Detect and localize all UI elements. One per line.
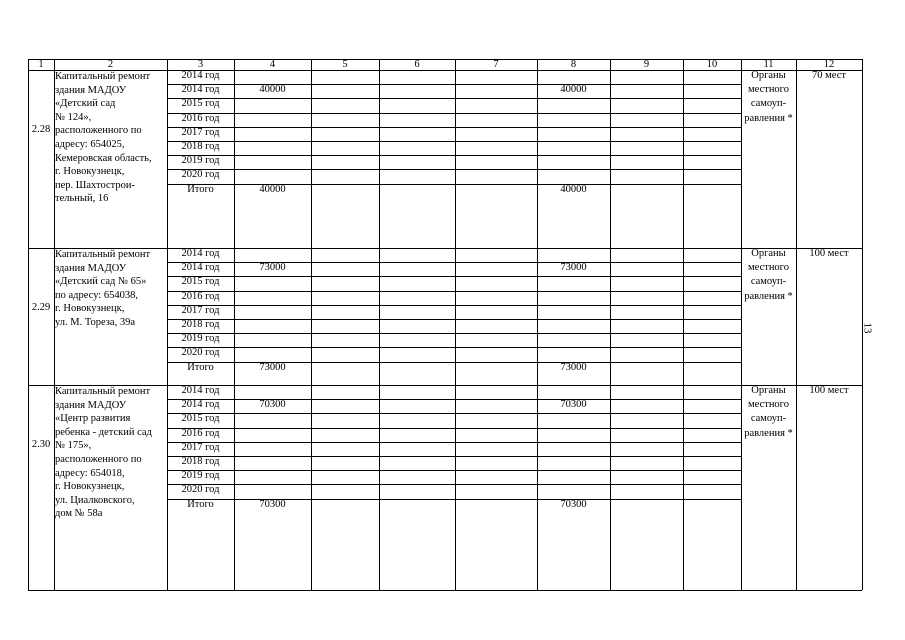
total-col8: 73000 [560, 361, 587, 373]
row-number: 2.28 [31, 123, 51, 135]
row-divider [167, 98, 741, 99]
object-description-line: № 175», [55, 440, 92, 452]
row-number: 2.29 [31, 301, 51, 313]
row-number: 2.30 [31, 438, 51, 450]
object-description-line: тельный, 16 [55, 193, 109, 205]
column-header: 3 [197, 59, 204, 70]
object-description-line: г. Новокузнецк, [55, 166, 125, 178]
column-header: 8 [570, 59, 577, 70]
year-label: 2014 год [181, 399, 220, 411]
total-label: Итого [187, 183, 214, 195]
responsible-org-line: самоуп- [750, 276, 787, 288]
object-description-line: «Центр развития [55, 413, 131, 425]
object-description-line: «Детский сад [55, 98, 116, 110]
object-description-line: г. Новокузнецк, [55, 481, 125, 493]
column-header: 5 [342, 59, 348, 70]
column-divider [683, 59, 684, 590]
year-label: 2019 год [181, 470, 220, 482]
column-divider [796, 59, 797, 590]
object-description-line: здания МАДОУ [55, 262, 127, 274]
object-description-line: дом № 58а [55, 508, 103, 520]
year-label: 2019 год [181, 155, 220, 167]
column-header: 12 [823, 59, 835, 70]
year-label: 2014 год [181, 84, 220, 96]
value-col8: 40000 [560, 84, 587, 96]
row-divider [167, 319, 741, 320]
responsible-org-line: местного [748, 84, 789, 96]
responsible-org-line: равления * [744, 112, 793, 124]
total-col8: 40000 [560, 183, 587, 195]
year-label: 2016 год [181, 112, 220, 124]
object-description-line: ул. М. Тореза, 39а [55, 317, 135, 328]
year-label: 2014 год [181, 70, 220, 81]
capacity-value: 100 мест [809, 385, 849, 396]
value-col4: 40000 [259, 84, 286, 96]
responsible-org-line: Органы [751, 70, 786, 81]
responsible-org-line: Органы [751, 385, 786, 396]
row-divider [167, 141, 741, 142]
year-label: 2017 год [181, 441, 220, 453]
year-label: 2018 год [181, 456, 220, 467]
row-divider [167, 442, 741, 443]
row-divider [167, 305, 741, 306]
object-description-line: Кемеровская область, [55, 152, 152, 164]
column-header: 11 [763, 59, 774, 70]
object-description-line: по адресу: 654038, [55, 289, 138, 301]
year-label: 2015 год [181, 98, 220, 110]
year-label: 2015 год [181, 276, 220, 288]
object-description-line: № 124», [55, 111, 92, 123]
year-label: 2014 год [181, 262, 220, 274]
responsible-org-line: Органы [751, 248, 786, 259]
value-col4: 73000 [259, 262, 286, 274]
object-description-line: адресу: 654018, [55, 467, 125, 479]
object-description-line: Капитальный ремонт [55, 386, 151, 397]
total-col4: 70300 [259, 498, 286, 510]
row-divider [167, 413, 741, 414]
column-divider [28, 59, 29, 590]
row-divider [167, 291, 741, 292]
value-col8: 70300 [560, 399, 587, 411]
column-header: 4 [269, 59, 276, 70]
total-col8: 70300 [560, 498, 587, 510]
row-divider [167, 113, 741, 114]
column-header: 10 [706, 59, 718, 70]
responsible-org-line: самоуп- [750, 98, 787, 110]
budget-table [28, 59, 862, 590]
column-divider [610, 59, 611, 590]
capacity-value: 100 мест [809, 248, 849, 259]
value-col8: 73000 [560, 262, 587, 274]
year-label: 2020 год [181, 169, 220, 181]
responsible-org-line: самоуп- [750, 413, 787, 425]
responsible-org-line: местного [748, 399, 789, 411]
responsible-org-line: равления * [744, 427, 793, 439]
object-description-line: ребенка - детский сад [55, 426, 152, 438]
year-label: 2016 год [181, 290, 220, 302]
column-divider [741, 59, 742, 590]
responsible-org-line: местного [748, 262, 789, 274]
total-col4: 73000 [259, 361, 286, 373]
total-label: Итого [187, 361, 214, 373]
column-divider [455, 59, 456, 590]
object-description-line: «Детский сад № 65» [55, 276, 147, 288]
row-divider [167, 484, 741, 485]
year-label: 2020 год [181, 484, 220, 496]
row-divider [167, 333, 741, 334]
year-label: 2019 год [181, 333, 220, 345]
capacity-value: 70 мест [812, 70, 846, 81]
total-label: Итого [187, 498, 214, 510]
object-description-line: г. Новокузнецк, [55, 303, 125, 315]
object-description-line: расположенного по [55, 454, 142, 465]
row-divider [167, 169, 741, 170]
row-divider [167, 127, 741, 128]
year-label: 2014 год [181, 248, 220, 259]
year-label: 2017 год [181, 304, 220, 316]
row-divider [167, 276, 741, 277]
year-label: 2018 год [181, 319, 220, 330]
year-label: 2020 год [181, 347, 220, 359]
responsible-org-line: равления * [744, 290, 793, 302]
year-label: 2017 год [181, 126, 220, 138]
value-col4: 70300 [259, 399, 286, 411]
column-header: 9 [643, 59, 650, 70]
object-description-line: здания МАДОУ [55, 84, 127, 96]
year-label: 2015 год [181, 413, 220, 425]
object-description-line: ул. Циалковского, [55, 494, 135, 506]
total-col4: 40000 [259, 183, 286, 195]
row-divider [167, 347, 741, 348]
row-divider [167, 456, 741, 457]
column-header: 6 [414, 59, 420, 70]
object-description-line: здания МАДОУ [55, 399, 127, 411]
object-description-line: адресу: 654025, [55, 139, 125, 150]
page-number: 13 [861, 322, 874, 334]
object-description-line: расположенного по [55, 125, 142, 137]
column-divider [311, 59, 312, 590]
year-label: 2018 год [181, 141, 220, 152]
object-description-line: Капитальный ремонт [55, 71, 151, 82]
column-header: 7 [493, 59, 499, 70]
year-label: 2016 год [181, 427, 220, 439]
column-header: 2 [107, 59, 114, 70]
row-divider [167, 155, 741, 156]
column-header: 1 [38, 59, 44, 70]
year-label: 2014 год [181, 385, 220, 396]
object-description-line: Капитальный ремонт [55, 249, 151, 260]
object-description-line: пер. Шахтострои- [55, 179, 135, 191]
table-bottom-border [28, 590, 862, 591]
row-divider [167, 470, 741, 471]
column-divider [379, 59, 380, 590]
row-divider [167, 428, 741, 429]
